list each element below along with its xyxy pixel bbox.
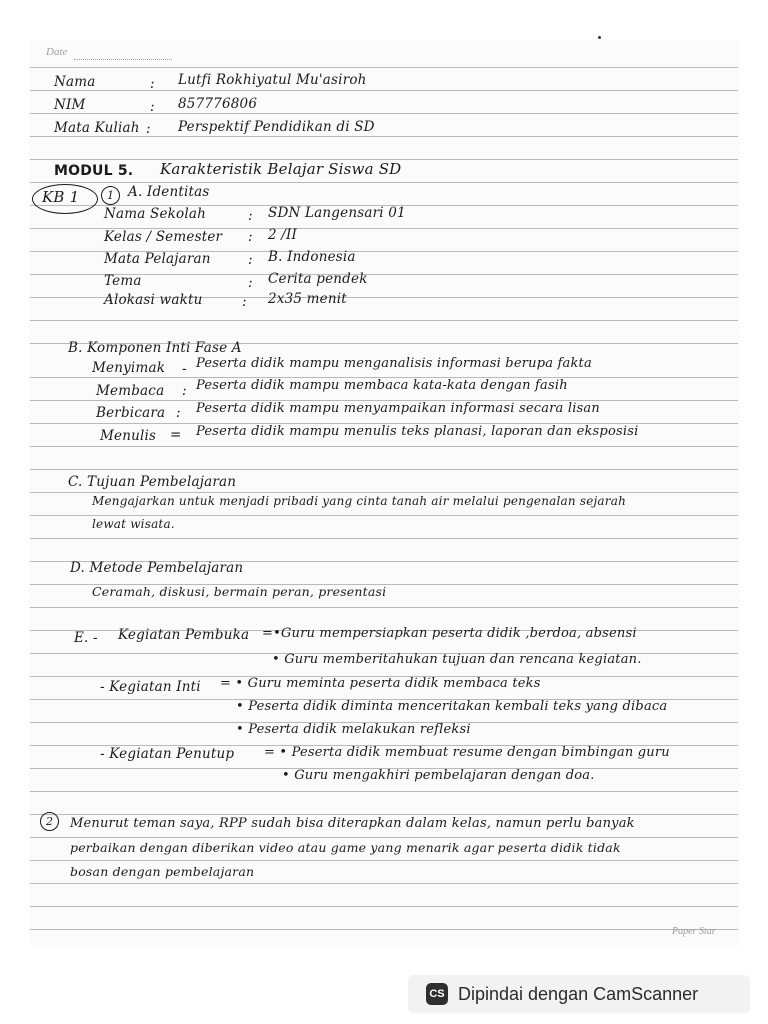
method-line: Ceramah, diskusi, bermain peran, presentasi: [92, 584, 387, 599]
skill-label: Membaca: [96, 383, 165, 399]
identitas-value: 2x35 menit: [268, 291, 347, 307]
nim-label: NIM: [54, 97, 86, 113]
date-line: [74, 59, 172, 60]
module-code: MODUL 5.: [54, 163, 134, 179]
name-label: Nama: [54, 74, 96, 90]
ruled-line: [30, 814, 738, 815]
objective-line-2: lewat wisata.: [92, 517, 175, 531]
ruled-line: [30, 492, 738, 493]
opening-activity-item: • Guru memberitahukan tujuan dan rencana kegiatan.: [272, 652, 642, 667]
ruled-line: [30, 860, 738, 861]
answer-line-1: Menurut teman saya, RPP sudah bisa diterapkan dalam kelas, namun perlu banyak: [70, 816, 635, 831]
identitas-value: 2 /II: [268, 227, 298, 243]
ruled-line: [30, 136, 738, 137]
core-activity-item: • Peserta didik melakukan refleksi: [236, 722, 471, 737]
ruled-line: [30, 929, 738, 930]
nim-value: 857776806: [178, 96, 258, 112]
identitas-separator: :: [248, 275, 253, 291]
section-b-heading: B. Komponen Inti Fase A: [68, 340, 242, 356]
ruled-line: [30, 320, 738, 321]
core-activity-label: - Kegiatan Inti: [100, 679, 201, 695]
core-activity-item: • Peserta didik diminta menceritakan kembali teks yang dibaca: [236, 699, 668, 714]
ink-dot: [598, 36, 601, 39]
ruled-line: [30, 607, 738, 608]
ruled-line: [30, 538, 738, 539]
task-number-1: 1: [101, 186, 120, 205]
identitas-separator: :: [242, 294, 247, 310]
paper-brand-label: Paper Star: [672, 926, 716, 937]
camscanner-logo-icon: CS: [426, 983, 448, 1005]
task-number-2: 2: [40, 812, 59, 831]
skill-separator: :: [182, 383, 187, 399]
identitas-value: B. Indonesia: [268, 249, 356, 265]
camscanner-watermark: [408, 975, 750, 1013]
ruled-line: [30, 883, 738, 884]
opening-activity-label: Kegiatan Pembuka: [118, 627, 250, 643]
section-a-heading: A. Identitas: [128, 184, 210, 200]
skill-separator: =: [170, 427, 182, 443]
identitas-separator: :: [248, 208, 253, 224]
skill-separator: :: [176, 405, 181, 421]
section-e-prefix: E. -: [74, 630, 98, 646]
identitas-separator: :: [248, 229, 253, 245]
section-d-heading: D. Metode Pembelajaran: [70, 560, 244, 576]
skill-description: Peserta didik mampu menyampaikan informasi secara lisan: [196, 401, 600, 416]
identitas-value: Cerita pendek: [268, 271, 368, 287]
module-title: Karakteristik Belajar Siswa SD: [160, 160, 402, 178]
opening-activity-item: =•Guru mempersiapkan peserta didik ,berdoa, absensi: [262, 626, 637, 641]
skill-label: Menyimak: [92, 360, 166, 376]
closing-activity-item: • Guru mengakhiri pembelajaran dengan doa.: [282, 768, 595, 783]
ruled-line: [30, 469, 738, 470]
ruled-line: [30, 90, 738, 91]
date-label: Date: [46, 46, 68, 58]
skill-description: Peserta didik mampu menulis teks planasi, laporan dan eksposisi: [196, 424, 639, 439]
nim-separator: :: [150, 99, 155, 115]
course-value: Perspektif Pendidikan di SD: [178, 119, 375, 135]
identitas-label: Mata Pelajaran: [104, 251, 211, 267]
answer-line-2: perbaikan dengan diberikan video atau game yang menarik agar peserta didik tidak: [70, 840, 621, 855]
camscanner-text: Dipindai dengan CamScanner: [458, 983, 699, 1004]
ruled-line: [30, 791, 738, 792]
identitas-label: Alokasi waktu: [104, 292, 203, 308]
closing-activity-item: = • Peserta didik membuat resume dengan bimbingan guru: [264, 745, 670, 760]
ruled-line: [30, 67, 738, 68]
ruled-line: [30, 182, 738, 183]
course-separator: :: [146, 121, 151, 137]
ruled-line: [30, 113, 738, 114]
identitas-value: SDN Langensari 01: [268, 205, 406, 221]
identitas-label: Kelas / Semester: [104, 229, 223, 245]
answer-line-3: bosan dengan pembelajaran: [70, 864, 255, 879]
ruled-line: [30, 515, 738, 516]
skill-label: Menulis: [100, 428, 157, 444]
objective-line-1: Mengajarkan untuk menjadi pribadi yang cinta tanah air melalui pengenalan sejarah: [92, 494, 627, 508]
identitas-separator: :: [248, 252, 253, 268]
core-activity-item: = • Guru meminta peserta didik membaca teks: [220, 676, 541, 691]
skill-description: Peserta didik mampu membaca kata-kata dengan fasih: [196, 378, 568, 393]
identitas-label: Tema: [104, 273, 142, 289]
skill-label: Berbicara: [96, 405, 166, 421]
closing-activity-label: - Kegiatan Penutup: [100, 746, 235, 762]
kb-label: KB 1: [42, 188, 80, 206]
ruled-line: [30, 906, 738, 907]
name-separator: :: [150, 76, 155, 92]
name-value: Lutfi Rokhiyatul Mu'asiroh: [178, 72, 367, 88]
course-label: Mata Kuliah: [54, 120, 140, 136]
ruled-line: [30, 837, 738, 838]
skill-description: Peserta didik mampu menganalisis informasi berupa fakta: [196, 356, 592, 371]
ruled-line: [30, 446, 738, 447]
skill-separator: -: [182, 361, 187, 377]
identitas-label: Nama Sekolah: [104, 206, 207, 222]
section-c-heading: C. Tujuan Pembelajaran: [68, 474, 237, 490]
